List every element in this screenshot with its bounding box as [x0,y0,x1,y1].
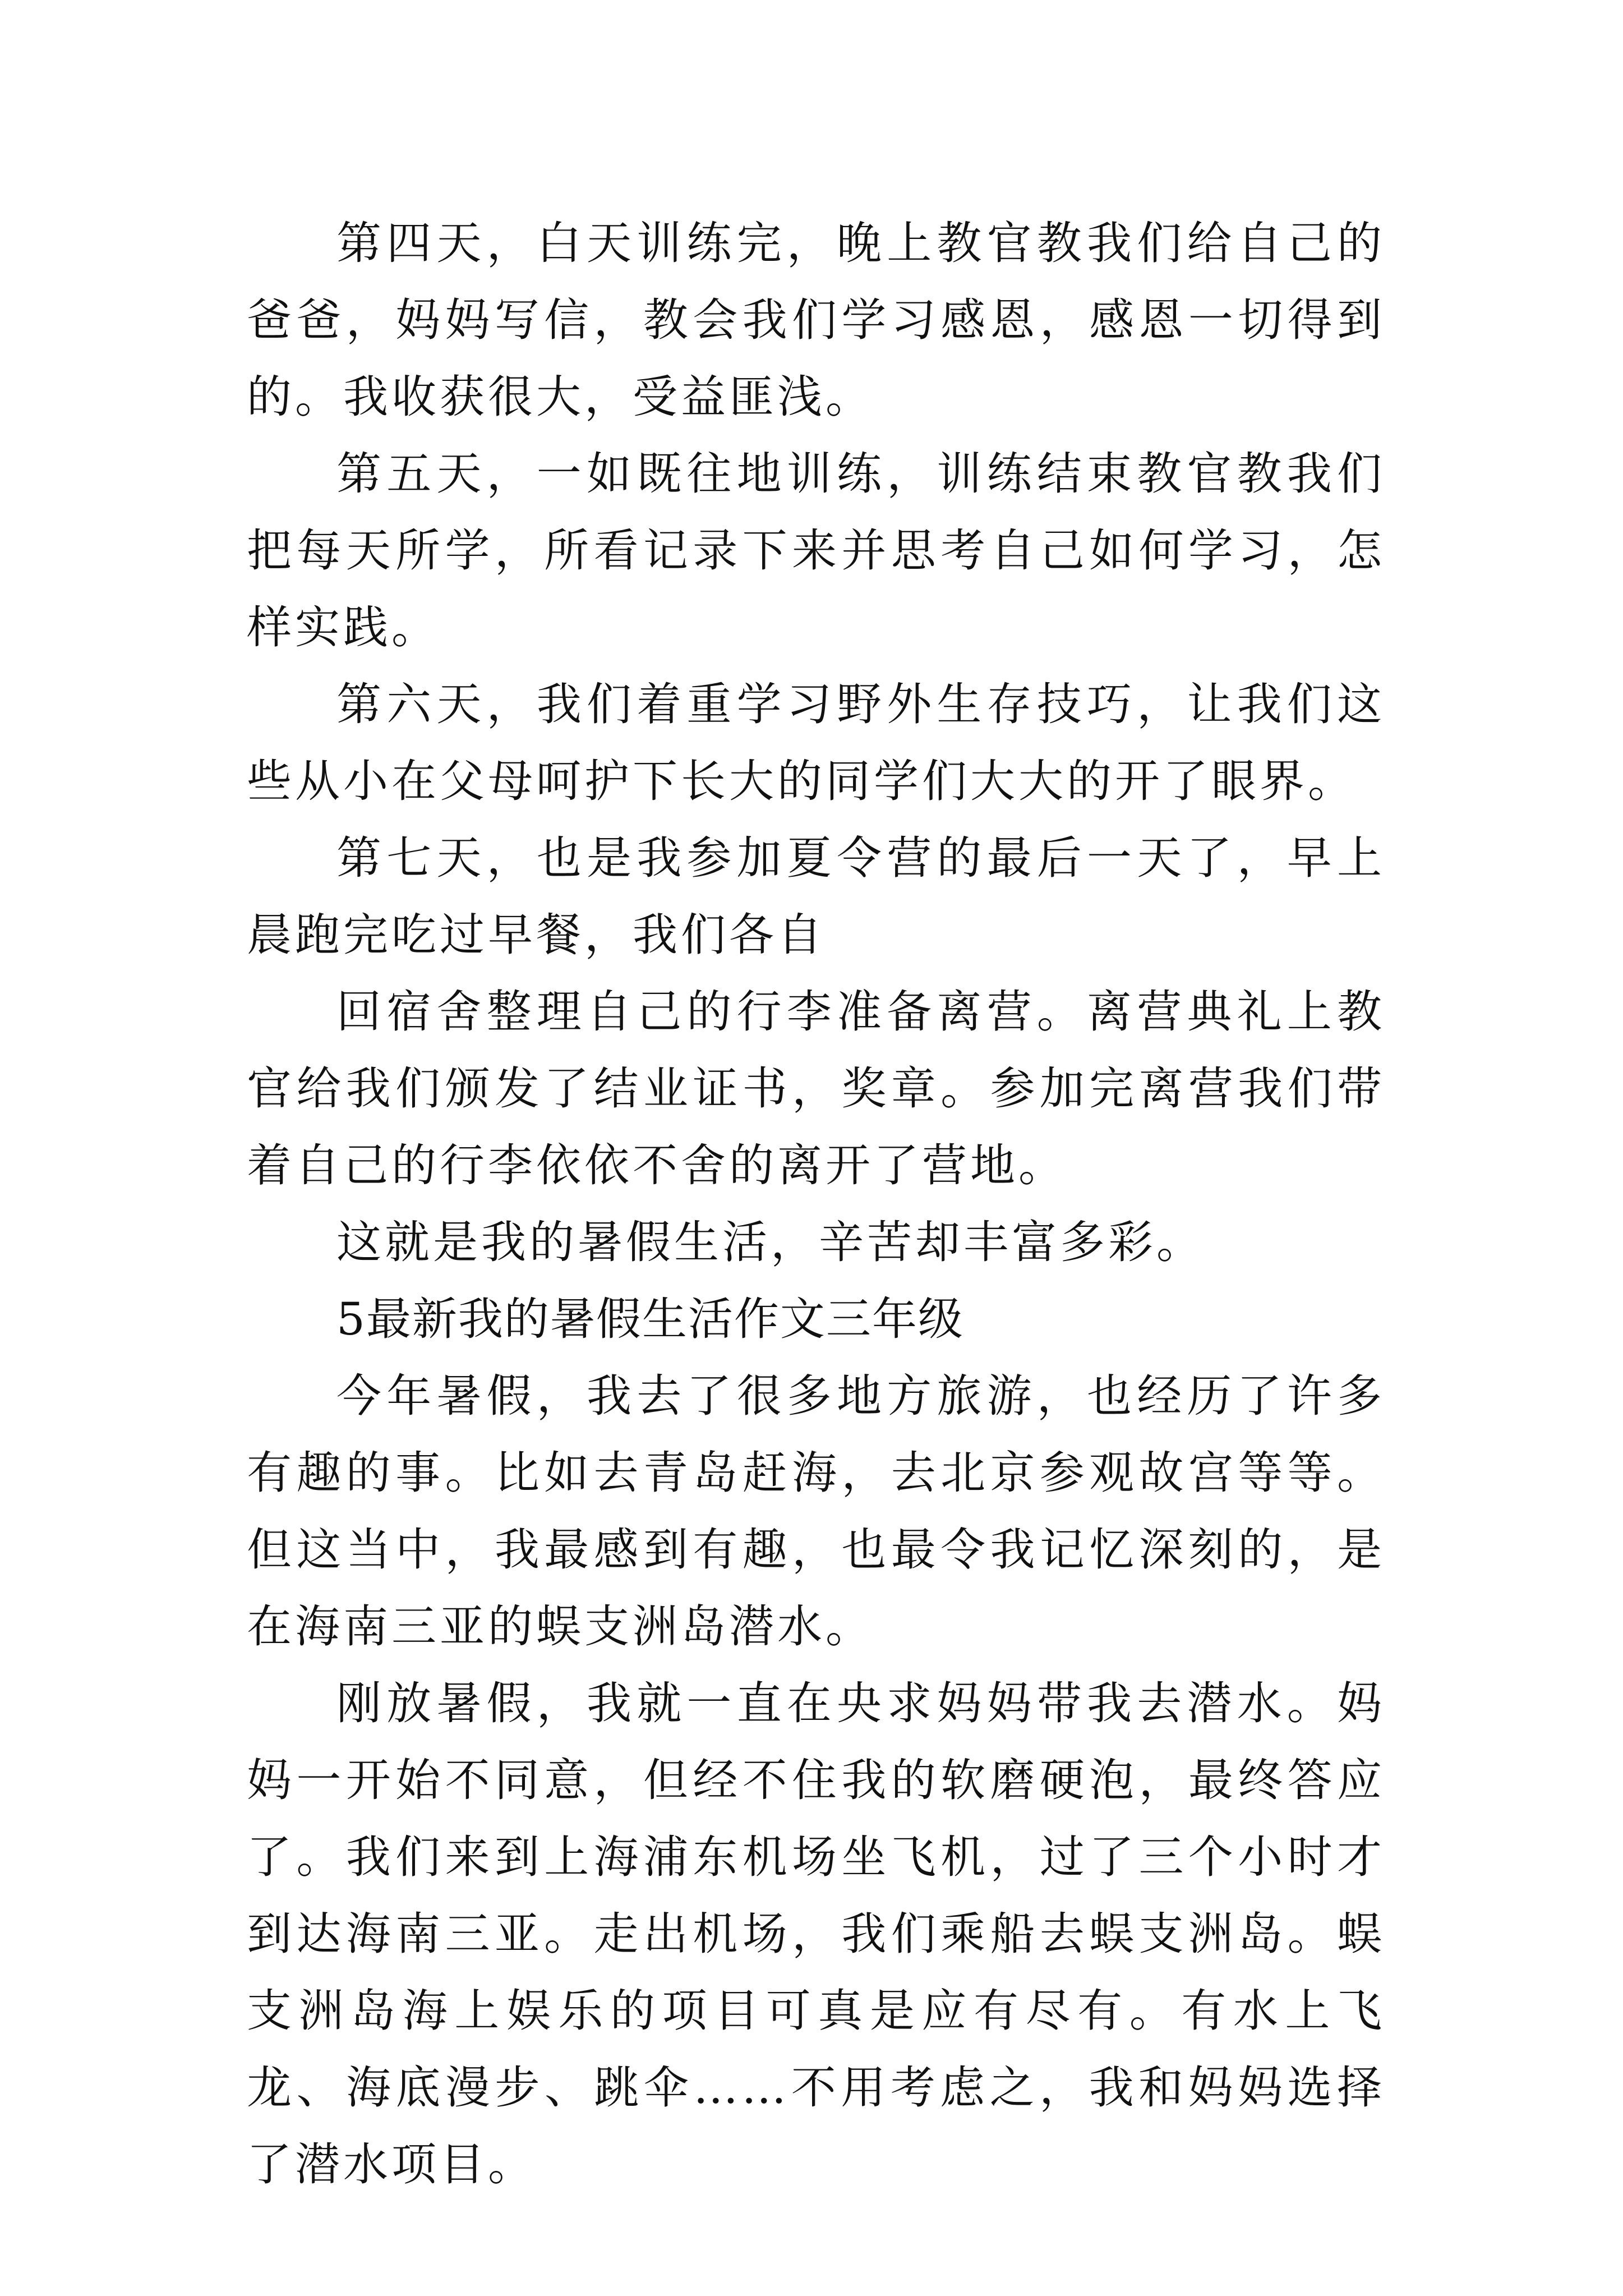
paragraph-diving-trip: 刚放暑假，我就一直在央求妈妈带我去潜水。妈妈一开始不同意，但经不住我的软磨硬泡，最终答应了。我们来到上海浦东机场坐飞机，过了三个小时才到达海南三亚。走出机场，我们乘船去蜈支洲岛。蜈支洲岛海上娱乐的项目可真是应有尽有。有水上飞龙、海底漫步、跳伞……不用考虑之，我和妈妈选择了潜水项目。 [247,1677,1385,2191]
paragraph-summary: 这就是我的暑假生活，辛苦却丰富多彩。 [336,1216,1205,1268]
section-heading: 5最新我的暑假生活作文三年级 [336,1293,964,1345]
paragraph-day-four: 第四天，白天训练完，晚上教官教我们给自己的爸爸，妈妈写信，教会我们学习感恩，感恩一切得到的。我收获很大，受益匪浅。 [247,217,1385,423]
paragraph-day-seven: 第七天，也是我参加夏令营的最后一天了，早上晨跑完吃过早餐，我们各自 [247,832,1385,961]
paragraph-leaving-camp: 回宿舍整理自己的行李准备离营。离营典礼上教官给我们颁发了结业证书，奖章。参加完离营我们带着自己的行李依依不舍的离开了营地。 [247,986,1385,1191]
paragraph-day-five: 第五天，一如既往地训练，训练结束教官教我们把每天所学，所看记录下来并思考自己如何学习，怎样实践。 [247,448,1385,654]
paragraph-travel: 今年暑假，我去了很多地方旅游，也经历了许多有趣的事。比如去青岛赶海，去北京参观故宫等等。但这当中，我最感到有趣，也最令我记忆深刻的，是在海南三亚的蜈支洲岛潜水。 [247,1370,1385,1653]
document-body [247,205,1385,2203]
paragraph-day-six: 第六天，我们着重学习野外生存技巧，让我们这些从小在父母呵护下长大的同学们大大的开了眼界。 [247,678,1385,807]
